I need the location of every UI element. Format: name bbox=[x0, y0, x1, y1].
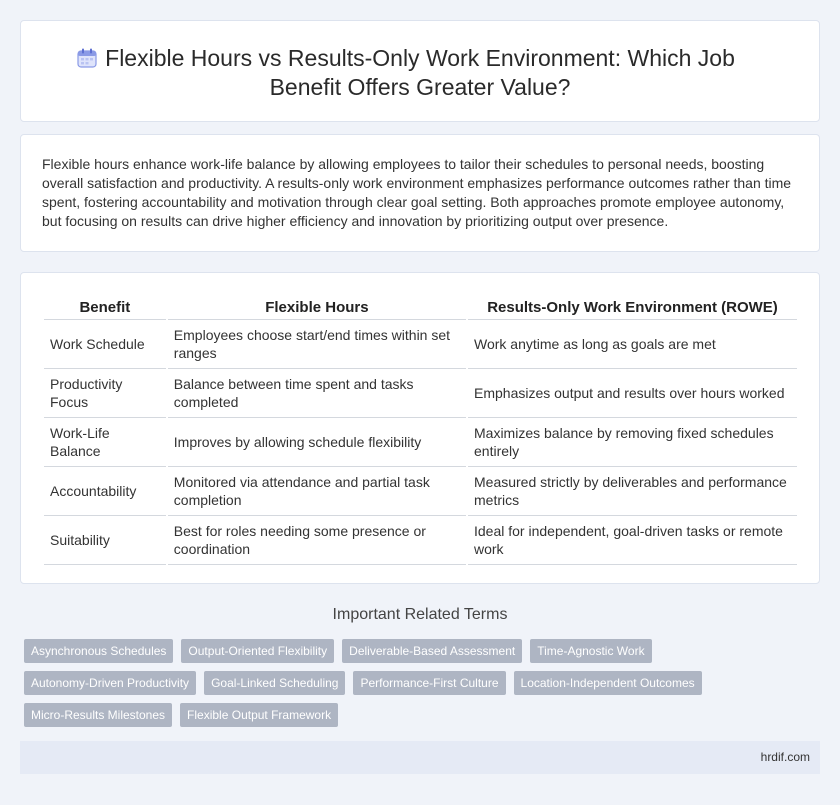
flexible-hours-cell: Balance between time spent and tasks completed bbox=[168, 369, 466, 418]
rowe-cell: Emphasizes output and results over hours worked bbox=[468, 369, 797, 418]
tag-deliverable-based-assessment[interactable]: Deliverable-Based Assessment bbox=[342, 639, 522, 663]
tag-row bbox=[24, 639, 724, 671]
table-row bbox=[44, 320, 797, 369]
related-terms-list bbox=[24, 639, 724, 735]
row-label: Productivity Focus bbox=[44, 369, 166, 418]
tag-flexible-output-framework[interactable]: Flexible Output Framework bbox=[180, 703, 338, 727]
tag-location-independent-outcomes[interactable]: Location-Independent Outcomes bbox=[514, 671, 702, 695]
footer bbox=[20, 741, 820, 774]
tag-autonomy-driven-productivity[interactable]: Autonomy-Driven Productivity bbox=[24, 671, 196, 695]
tag-performance-first-culture[interactable]: Performance-First Culture bbox=[353, 671, 505, 695]
tag-time-agnostic-work[interactable]: Time-Agnostic Work bbox=[530, 639, 651, 663]
table-row bbox=[44, 369, 797, 418]
title-card bbox=[20, 20, 820, 122]
page-title: Flexible Hours vs Results-Only Work Environment: Which Job Benefit Offers Greater Value? bbox=[105, 45, 735, 100]
row-label: Work-Life Balance bbox=[44, 418, 166, 467]
flexible-hours-cell: Best for roles needing some presence or coordination bbox=[168, 516, 466, 565]
row-label: Suitability bbox=[44, 516, 166, 565]
flexible-hours-cell: Improves by allowing schedule flexibility bbox=[168, 418, 466, 467]
flexible-hours-cell: Monitored via attendance and partial task completion bbox=[168, 467, 466, 516]
tag-output-oriented-flexibility[interactable]: Output-Oriented Flexibility bbox=[181, 639, 334, 663]
intro-card bbox=[20, 134, 820, 252]
header-benefit: Benefit bbox=[44, 295, 166, 320]
tag-goal-linked-scheduling[interactable]: Goal-Linked Scheduling bbox=[204, 671, 345, 695]
table-row bbox=[44, 467, 797, 516]
tag-row bbox=[24, 703, 724, 735]
related-terms-title: Important Related Terms bbox=[332, 606, 508, 623]
comparison-table bbox=[42, 295, 799, 565]
row-label: Work Schedule bbox=[44, 320, 166, 369]
flexible-hours-cell: Employees choose start/end times within set ranges bbox=[168, 320, 466, 369]
intro-paragraph: Flexible hours enhance work-life balance by allowing employees to tailor their schedules to personal needs, boosting overall satisfaction and productivity. A results-only work environment emphasizes performance outcomes rather than time spent, fostering accountability and motivation through clear goal setting. Both approaches promote employee autonomy, but focusing on results can drive higher efficiency and innovation by prioritizing output over presence. bbox=[42, 156, 792, 229]
table-row bbox=[44, 418, 797, 467]
rowe-cell: Measured strictly by deliverables and performance metrics bbox=[468, 467, 797, 516]
comparison-table-card bbox=[20, 272, 820, 584]
tag-asynchronous-schedules[interactable]: Asynchronous Schedules bbox=[24, 639, 173, 663]
tag-micro-results-milestones[interactable]: Micro-Results Milestones bbox=[24, 703, 172, 727]
header-flexible-hours: Flexible Hours bbox=[168, 295, 466, 320]
tag-row bbox=[24, 671, 724, 703]
table-row bbox=[44, 516, 797, 565]
rowe-cell: Ideal for independent, goal-driven tasks or remote work bbox=[468, 516, 797, 565]
row-label: Accountability bbox=[44, 467, 166, 516]
header-rowe: Results-Only Work Environment (ROWE) bbox=[468, 295, 797, 320]
table-header-row bbox=[44, 295, 797, 320]
rowe-cell: Work anytime as long as goals are met bbox=[468, 320, 797, 369]
rowe-cell: Maximizes balance by removing fixed schedules entirely bbox=[468, 418, 797, 467]
footer-site-link[interactable]: hrdif.com bbox=[760, 750, 810, 764]
